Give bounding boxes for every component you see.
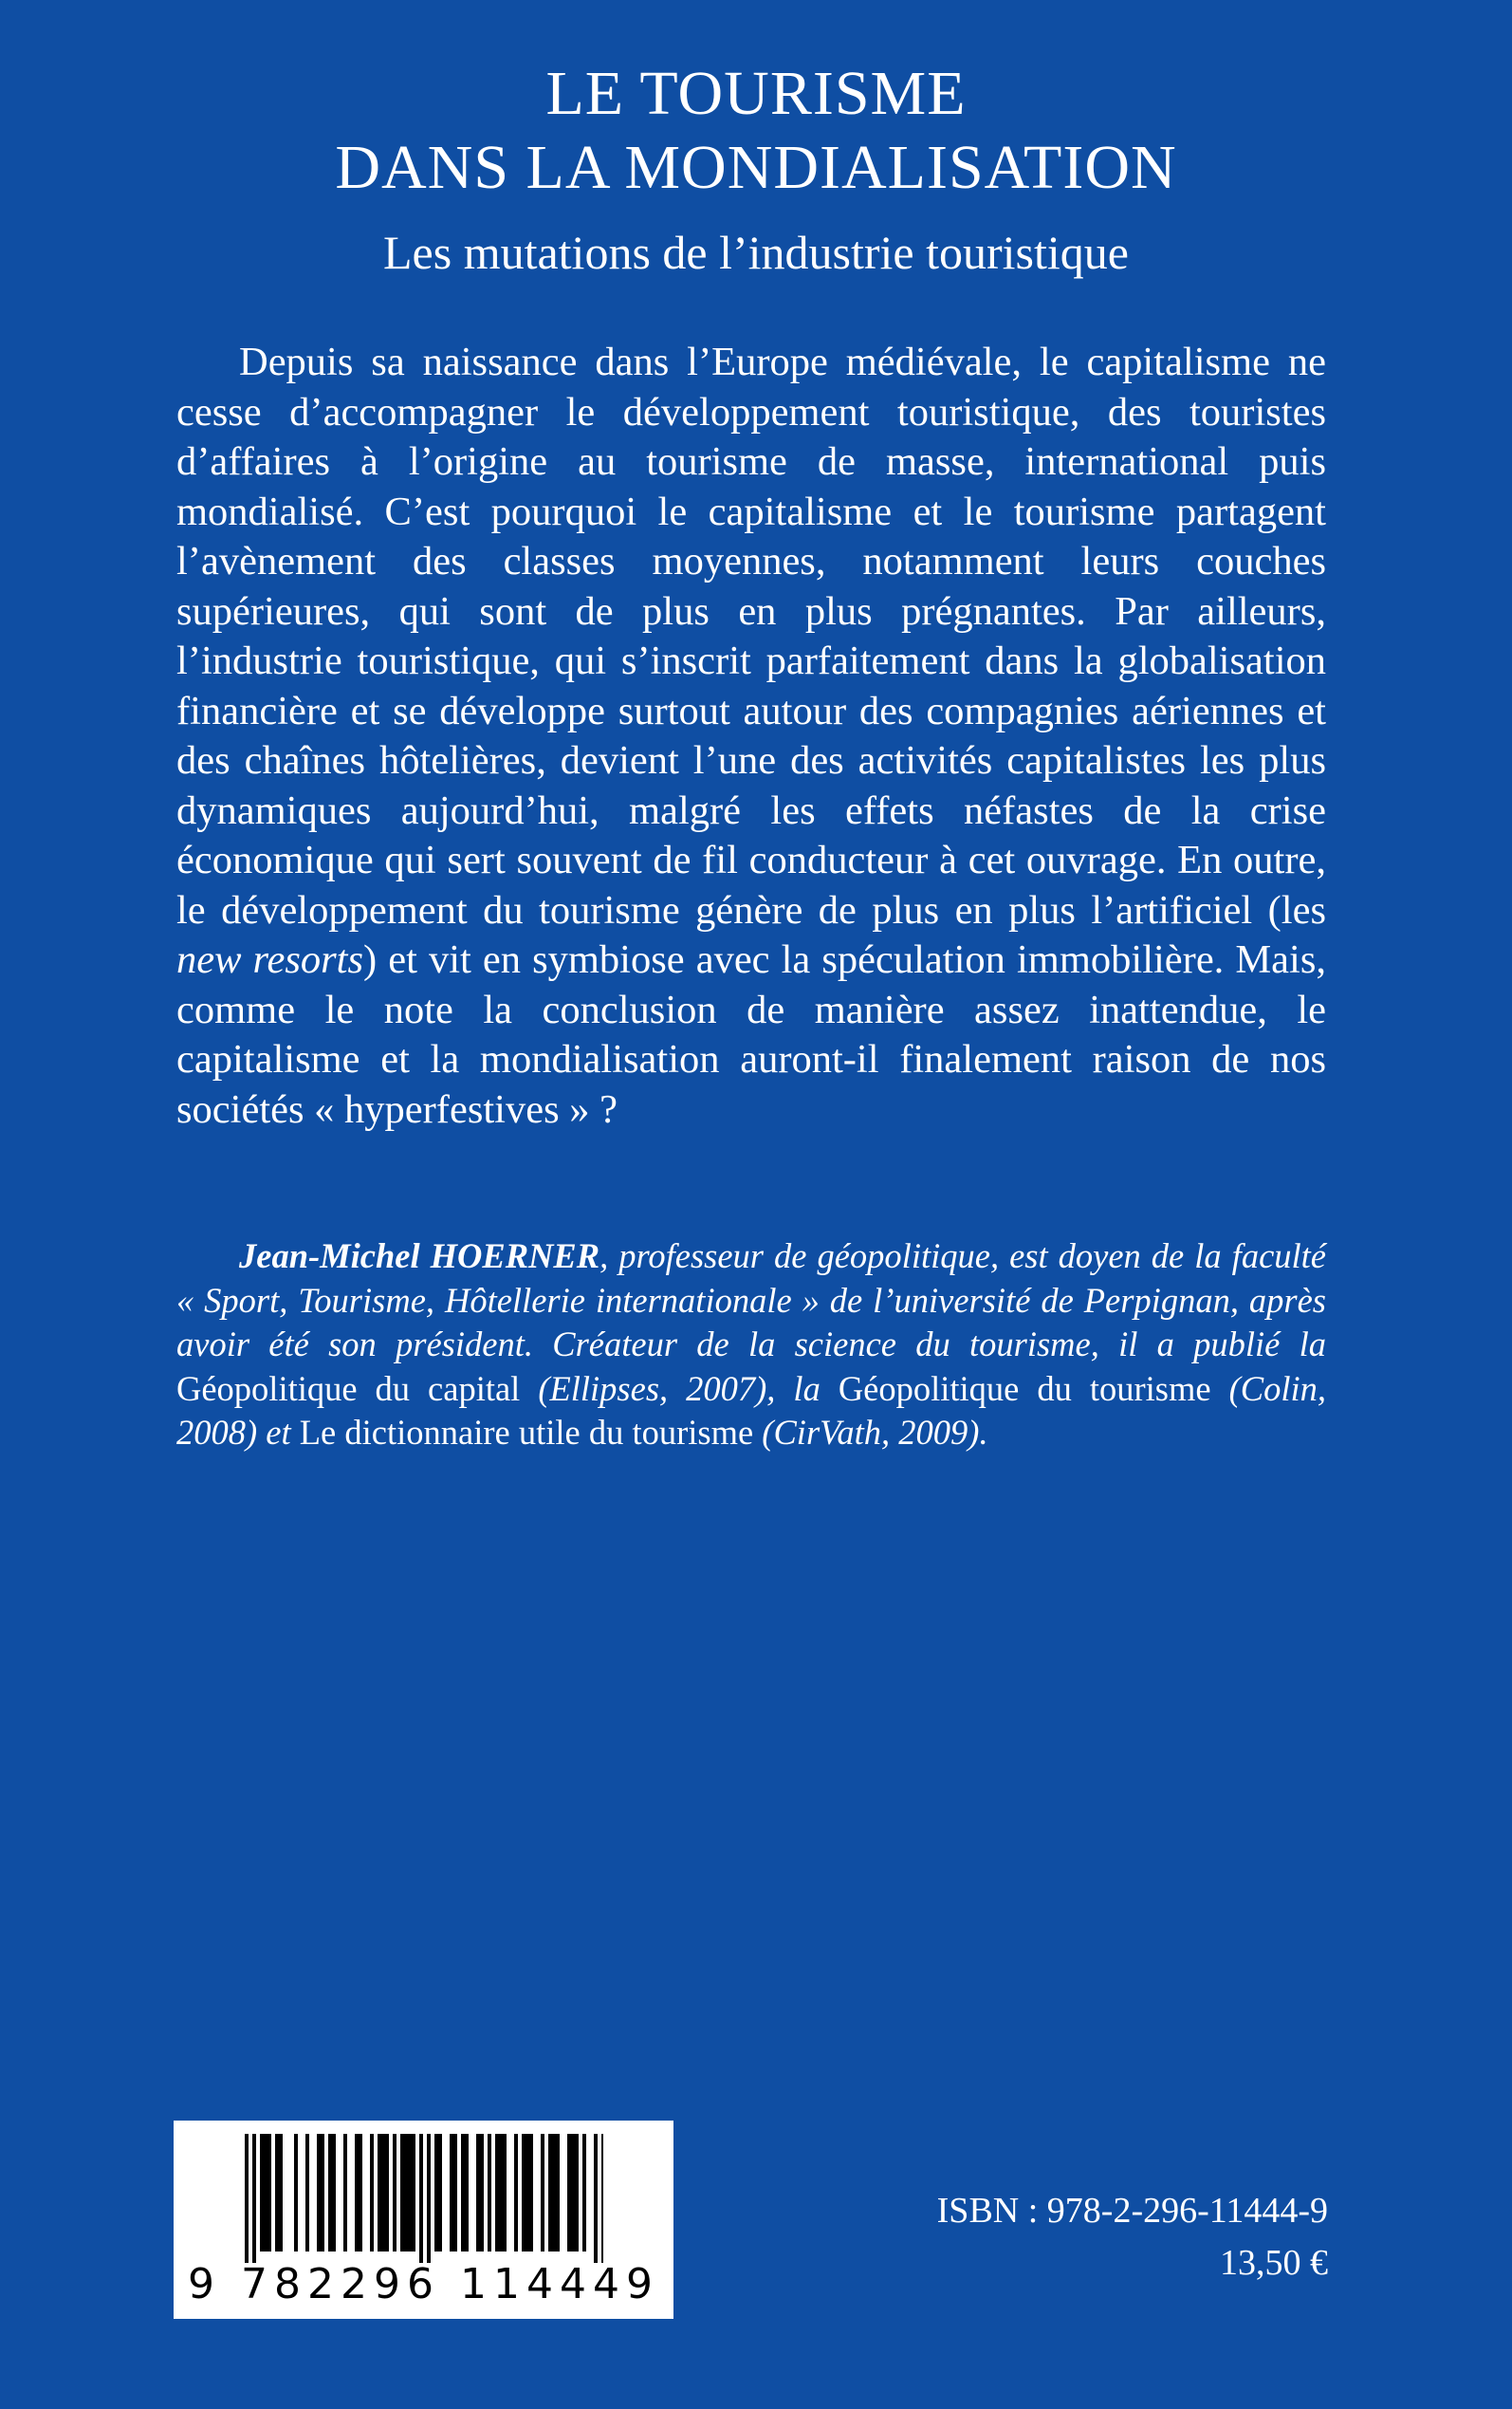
price: 13,50 € bbox=[1220, 2243, 1328, 2283]
barcode-bar bbox=[529, 2134, 533, 2251]
barcode-bar bbox=[514, 2134, 518, 2251]
barcode-bar bbox=[450, 2134, 453, 2251]
barcode-bar bbox=[385, 2134, 389, 2251]
barcode-bar bbox=[279, 2134, 283, 2251]
barcode-bar bbox=[476, 2134, 480, 2251]
barcode-bar bbox=[556, 2134, 560, 2251]
book-reference-1: Géopolitique du capital bbox=[176, 1368, 521, 1408]
barcode-bar bbox=[461, 2134, 465, 2251]
barcode-bar bbox=[252, 2134, 256, 2263]
barcode-bar bbox=[594, 2134, 598, 2263]
barcode-bar bbox=[260, 2134, 264, 2251]
barcode-bars bbox=[245, 2134, 603, 2263]
barcode-bar bbox=[567, 2134, 571, 2251]
barcode-bar bbox=[465, 2134, 469, 2251]
barcode-bar bbox=[378, 2134, 381, 2251]
barcode-bar bbox=[305, 2134, 309, 2251]
barcode-bar bbox=[427, 2134, 431, 2263]
barcode-bar bbox=[393, 2134, 396, 2251]
book-subtitle: Les mutations de l’industrie touristique bbox=[383, 226, 1129, 279]
barcode-bar bbox=[601, 2134, 603, 2263]
barcode-bar bbox=[370, 2134, 374, 2251]
barcode-bar bbox=[488, 2134, 491, 2251]
barcode-bar bbox=[332, 2134, 336, 2251]
barcode-bar bbox=[419, 2134, 423, 2263]
barcode-bar bbox=[582, 2134, 586, 2251]
summary-italic-term: new resorts bbox=[176, 937, 364, 982]
author-bio-text-2: (Ellipses, 2007), la bbox=[520, 1368, 839, 1408]
barcode-bar bbox=[412, 2134, 415, 2251]
book-reference-3: Le dictionnaire utile du tourisme bbox=[299, 1413, 754, 1452]
author-bio-text-1: , professeur de géopolitique, est doyen de la faculté « Sport, Tourisme, Hôtellerie internationale » de l’université de Perpignan, après avoir été son président. Créateur de la science du tourisme, il a publié la bbox=[176, 1236, 1327, 1363]
barcode-bar bbox=[499, 2134, 503, 2251]
barcode-bar bbox=[381, 2134, 385, 2251]
barcode-bar bbox=[328, 2134, 332, 2251]
barcode-digits: 9 782296 114449 bbox=[188, 2260, 659, 2308]
barcode-bar bbox=[321, 2134, 324, 2251]
author-bio-text-3: (Colin, 2008) et bbox=[176, 1368, 1326, 1452]
author-name: Jean-Michel HOERNER bbox=[239, 1236, 600, 1275]
barcode-bar bbox=[571, 2134, 575, 2251]
isbn: ISBN : 978-2-296-11444-9 bbox=[936, 2191, 1328, 2231]
author-bio bbox=[176, 1234, 1326, 1455]
barcode-bar bbox=[404, 2134, 408, 2251]
barcode-bar bbox=[317, 2134, 321, 2251]
barcode-bar bbox=[355, 2134, 359, 2251]
barcode-bar bbox=[453, 2134, 457, 2251]
summary-text-part-2: ) et vit en symbiose avec la spéculation immobilière. Mais, comme le note la conclusion de manière assez inattendue, le capitalisme et la mondialisation auront-il finalement raison de nos sociétés « hyperfestives » ? bbox=[176, 937, 1326, 1132]
barcode-bar bbox=[275, 2134, 279, 2251]
barcode-bar bbox=[541, 2134, 544, 2251]
barcode-bar bbox=[552, 2134, 556, 2251]
barcode-bar bbox=[245, 2134, 249, 2263]
barcode-bar bbox=[548, 2134, 552, 2251]
book-title-line-2: DANS LA MONDIALISATION bbox=[335, 133, 1177, 202]
summary-text-part-1: Depuis sa naissance dans l’Europe médiévale, le capitalisme ne cesse d’accompagner le développement touristique, des touristes d’affaires à l’origine au tourisme de masse, international puis mondialisé. C’est pourquoi le capitalisme et le tourisme partagent l’avènement des classes moyennes, notamment leurs couches supérieures, qui sont de plus en plus prégnantes. Par ailleurs, l’industrie touristique, qui s’inscrit parfaitement dans la globalisation financière et se développe surtout autour des compagnies aériennes et des chaînes hôtelières, devient l’une des activités capitalistes les plus dynamiques aujourd’hui, malgré les effets néfastes de la crise économique qui sert souvent de fil conducteur à cet ouvrage. En outre, le développement du tourisme génère de plus en plus l’artificiel (les bbox=[176, 340, 1326, 933]
barcode-bar bbox=[503, 2134, 507, 2251]
barcode-bar bbox=[267, 2134, 271, 2251]
barcode-bar bbox=[495, 2134, 499, 2251]
barcode-bar bbox=[526, 2134, 529, 2251]
barcode-bar bbox=[294, 2134, 298, 2251]
barcode-bar bbox=[264, 2134, 267, 2251]
barcode-label bbox=[174, 2121, 673, 2319]
barcode-bar bbox=[480, 2134, 484, 2251]
book-reference-2: Géopolitique du tourisme bbox=[838, 1368, 1211, 1408]
barcode-bar bbox=[359, 2134, 362, 2251]
barcode-bar bbox=[408, 2134, 412, 2251]
barcode-bar bbox=[343, 2134, 347, 2251]
summary-paragraph bbox=[176, 338, 1326, 1135]
barcode-bar bbox=[438, 2134, 442, 2251]
barcode-bar bbox=[434, 2134, 438, 2251]
barcode-bar bbox=[400, 2134, 404, 2251]
book-title-line-1: LE TOURISME bbox=[545, 59, 967, 128]
barcode-bar bbox=[522, 2134, 526, 2251]
barcode-bar bbox=[575, 2134, 579, 2251]
author-bio-text-4: (CirVath, 2009). bbox=[753, 1413, 988, 1452]
